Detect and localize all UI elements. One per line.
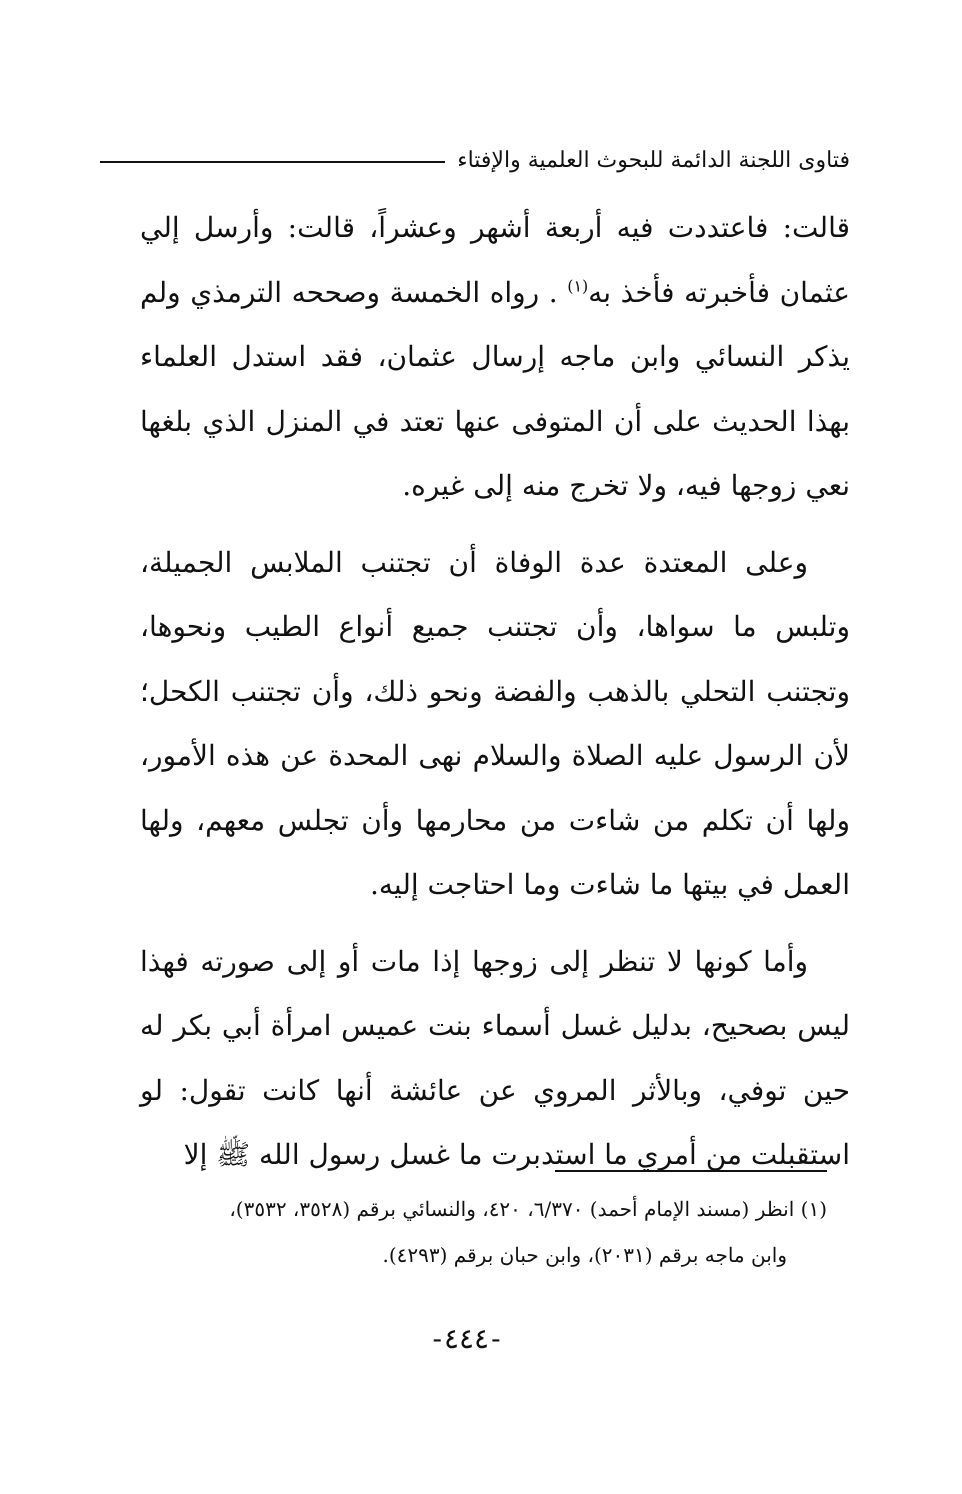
paragraph-2: وعلى المعتدة عدة الوفاة أن تجتنب الملابس الجميلة، وتلبس ما سواها، وأن تجتنب جميع أنواع الطيب ونحوها، وتجتنب التحلي بالذهب والفضة ونحو ذلك، وأن تجتنب الكحل؛ لأن الرسول عليه الصلاة والسلام نهى المحدة عن هذه الأمور، ولها أن تكلم من شاءت من محارمها وأن تجلس معهم، ولها العمل في بيتها ما شاءت وما احتاجت إليه. (140, 545, 850, 901)
header-title: فتاوى اللجنة الدائمة للبحوث العلمية والإفتاء (457, 147, 850, 173)
footnote-reference: (١) (567, 276, 589, 296)
footnote-separator (555, 1170, 827, 1172)
paragraph-1-text-a: قالت: فاعتددت فيه أربعة أشهر وعشراً، قالت: وأرسل إلي عثمان فأخبرته فأخذ به (140, 211, 851, 309)
footnotes (127, 1186, 827, 1278)
page-number-dash-right: - (491, 1322, 501, 1355)
running-header (100, 143, 850, 177)
page-number (0, 1322, 933, 1355)
footnote-line-2: وابن ماجه برقم (٢٠٣١)، وابن حبان برقم (٤٢٩٣). (382, 1243, 787, 1267)
paragraph-1 (140, 196, 850, 519)
main-text (140, 196, 850, 1188)
paragraph-1-text-b: . رواه الخمسة وصححه الترمذي ولم يذكر النسائي وابن ماجه إرسال عثمان، فقد استدل العلماء بهذا الحديث على أن المتوفى عنها تعتد في المنزل الذي بلغها نعي زوجها فيه، ولا تخرج منه إلى غيره. (140, 275, 850, 502)
page-number-dash-left: - (432, 1322, 442, 1355)
header-rule (100, 161, 445, 163)
page-number-value: ٤٤٤ (443, 1322, 490, 1355)
footnote-line-1: (١) انظر (مسند الإمام أحمد) ٦/٣٧٠، ٤٢٠، والنسائي برقم (٣٥٢٨، ٣٥٣٢)، (229, 1197, 827, 1221)
paragraph-3: وأما كونها لا تنظر إلى زوجها إذا مات أو إلى صورته فهذا ليس بصحيح، بدليل غسل أسماء بنت عميس امرأة أبي بكر له حين توفي، وبالأثر المروي عن عائشة أنها كانت تقول: لو استقبلت من أمري ما استدبرت ما غسل رسول الله ﷺ إلا (140, 944, 850, 1171)
